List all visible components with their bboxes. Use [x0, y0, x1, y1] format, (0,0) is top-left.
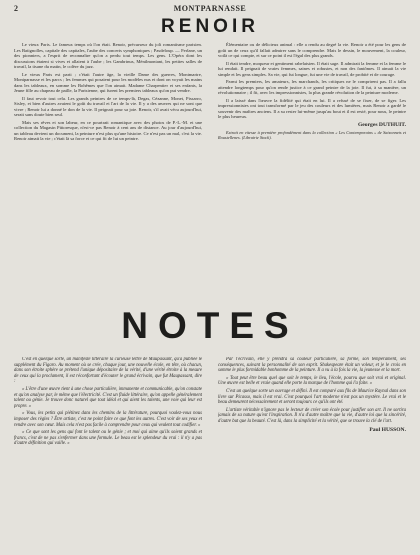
renoir-paragraph: Parmi les premiers, les amateurs, les marchands, les critiques ne le comprirent pas. Il a fallu attendre longtemps pour qu'on rende justice à ce grand peintre de la joie. Il fut, à sa manière, un révolutionnaire ; il fit, avec les impressionnistes, la plus grande révolution de la peinture moderne. [218, 79, 406, 95]
renoir-left-column [14, 42, 202, 298]
notes-right-column [218, 357, 406, 547]
renoir-source-note: Extrait en vitesse à première profondément dans la collection « Les Contemporains » de Saisonnets et Roustellenes. (Librairie Stock). [218, 130, 406, 141]
renoir-paragraph: Il a laissé dans l'œuvre la fidélité qui était en lui. Il a refusé de se fixer, de se figer. Les impressionnistes ont tout transformé par le jeu des couleurs et des lumières, mais Renoir a gardé le souvenir des maîtres anciens. Il a su rester lui-même jusqu'au bout et il est resté, pour nous, le peintre le plus heureux. [218, 97, 406, 119]
notes-paragraph: C'est un quelque sorte un ouvrage et défini. Il est comparé aux fils de Maurice Raynal dans son livre sur Picasso, mais il est vrai. C'est pourquoi l'art moderne n'est pas un mystère. Le vrai et le beau demeurent nécessairement et seront toujours ce qu'ils ont été. [218, 388, 406, 406]
page-number: 2 [14, 4, 18, 13]
renoir-paragraph: Il était tendre, moqueur et gentiment rabelaisien. Il était sage. Il admirait la femme et la femme le lui rendait. Il peignait de vraies femmes, saines et robustes, et non des fantômes. Il aimait la vie simple et les gens simples. Sa vie, qui fut longue, fut une vie de travail, de probité et de courage. [218, 60, 406, 77]
renoir-paragraph: Élémentaire ou de délicieux animal : elle a rendu au degré la vie. Renoir a été pour les gens de goût un de ceux qu'il fallait admirer sans le comprendre. Mais le dessin, le mouvement, la couleur, voilà ce qui compte, et sur ce point il est l'égal des plus grands. [218, 42, 406, 58]
renoir-paragraph: Mais ses rêves et son labeur, en ce pourtrait romantique avec des photos de P.-L.-M. et une collection du Magasin Pittoresque, n'est-ce pas Renoir à cent ans de distance. Au jour d'aujourd'hui, un tableau devient un document, la peinture n'est plus qu'une histoire. Ce n'est pas un mal, c'est la vie. Renoir aimait la vie ; c'était là sa force et ce qui fit de lui un peintre. [14, 119, 202, 141]
renoir-right-column [218, 42, 406, 298]
notes-signature: Paul HUSSON. [369, 426, 406, 433]
notes-paragraph: « Vous, les petits qui piétinez dans les chemins de la littérature, pourquoi voulez-vous nous imposer des règles ? Être artiste, c'est ne point faire ce que font les autres. C'est voir de ses yeux et rendre avec son cœur. Mais cela n'est pas facile à comprendre pour ceux qui veulent tout codifier. » [14, 411, 202, 428]
notes-paragraph: Par l'écrivain, elle y prendra sa couleur particulière, sa forme, son tempérament, ses conséquences, suivant la personnalité de son esprit. Shakespeare était un voleur, et je le crois en somme le plus formidable bonhomme de la peinture. Il a vu à la fois la vie, la jeunesse et la mort. [218, 357, 406, 374]
notes-paragraph: C'est en quelque sorte, un manifeste littéraire la curieuse lettre de Maupassant, qu'a publiée le supplément du Figaro. Au moment où se crée, chaque jour, une nouvelle école, en tête, où chacun, dans son étroite sphère se prétend l'unique dépositaire de la vérité, d'une vérité étroite à la mesure de ceux qui la proclament, il est réconfortant d'écouter le grand écrivain, que fut Maupassant, dire : [14, 357, 202, 385]
notes-paragraph: « Ce que sont les gens qui font le talent ou le génie ; et moi qui aime qu'ils soient grands et francs, c'est de ne pas s'enfermer dans une formule. Le beau est le splendeur du vrai : il n'y a pas d'autre définition qui vaille. » [14, 430, 202, 447]
notes-heading: NOTES [121, 305, 299, 346]
renoir-paragraph: Le vieux Paris est parti ; c'était l'autre âge, la vieille Dame des guerres, Montmartre, Montparnasse et les parcs ; les femmes qui posaient pour les modèles nus et dont on voyait les mains dans les tableaux, en somme les Bohêmes que l'on aimait. Madame Charpentier et ses enfants, la Jeune fille au chapeau de paille, la Parisienne, qui furent les premiers tableaux qu'on put vendre. [14, 71, 202, 93]
running-title: MONTPARNASSE [173, 4, 247, 13]
notes-paragraph: « Tout peut être beau quel que soit le temps, le lieu, l'école, pourvu que soit vrai et original. Une œuvre est belle et vraie quand elle porte la marque de l'homme qui l'a faite. » [218, 375, 406, 387]
renoir-paragraph: Il faut revoir tout cela. Les grands peintres de ce temps-là, Degas, Cézanne, Monet, Pissarro, Sisley, et bien d'autres avaient le goût du travail et l'art de la vie. Il y a des œuvres qui ne sont que vivre ; Renoir lui a donné le don de la vie. Il peignait pour sa joie. Renoir, s'il avait vécu aujourd'hui, serait sans doute bien seul. [14, 95, 202, 117]
renoir-paragraph: Le vieux Paris. Le fameux temps où l'on était. Renoir, précurseur du joli romantisme parisien. Les Batignolles, capitale des capitales, l'aube des concerts symphoniques ; Pasdeloup. — Ferlane, un des pionniers, a l'esprit de reconnaître qu'on a perdu tout temps. Les gens. L'Opéra dont les discussions étaient si vives et allaient à l'aube ; les Gambrinus, Ménilmontant, les petites salles de travail, la tisane du matin, le colère du jazz. [14, 42, 202, 69]
notes-left-column [14, 357, 202, 547]
renoir-heading: RENOIR [161, 16, 259, 37]
notes-paragraph: « L'être d'une œuvre tient à une chose particulière, immanente et communicable, qu'on constate et qu'on analyse par, le même que l'électricité. C'est un fluide littéraire, qu'on appelle généralement talent ou génie. Je trouve donc naturel que tout idéal et qui aient les talents, une voie qui leur est propre. » [14, 386, 202, 409]
notes-paragraph: L'artiste véritable n'ignore pas le lecteur de créer son école pour justifier son art. Il ne sortira jamais de sa nature qu'est l'inspiration. Il n'a d'autre maître que la vie, d'autre loi que la sincérité, d'autre but que la beauté. C'est là, dans la simplicité et la vérité, que se trouve la clé de l'art. [218, 407, 406, 424]
renoir-signature: Georges DUTHUIT. [357, 121, 406, 128]
page-header [0, 0, 420, 14]
